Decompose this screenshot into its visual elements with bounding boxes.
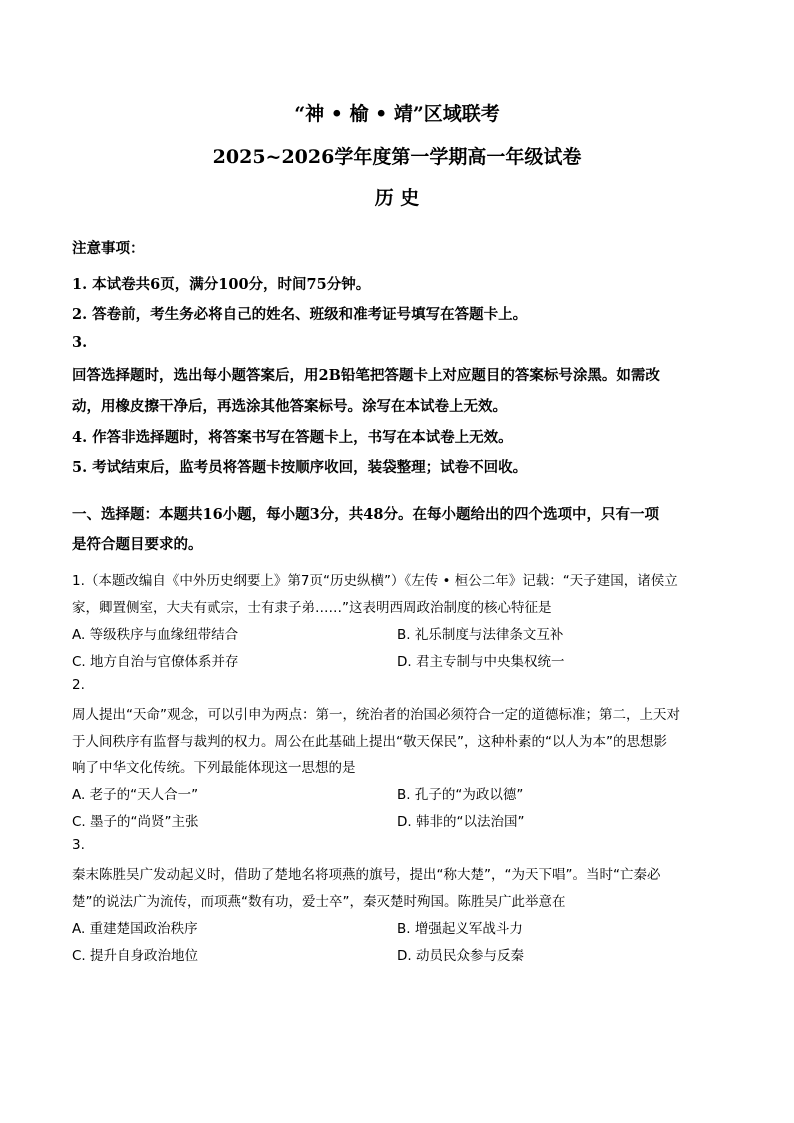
question-2-stem-line-1: 周人提出“天命”观念，可以引申为两点：第一，统治者的治国必须符合一定的道德标准；第二，上天对 xyxy=(72,707,680,723)
question-2-option-a: A. 老子的“天人合一” xyxy=(72,787,199,803)
question-1-option-d: D. 君主专制与中央集权统一 xyxy=(397,654,565,670)
question-3-option-c: C. 提升自身政治地位 xyxy=(72,948,199,964)
notice-item-2: 2. 答卷前，考生务必将自己的姓名、班级和准考证号填写在答题卡上。 xyxy=(72,306,528,323)
question-1-stem-line-1: 1.（本题改编自《中外历史纲要上》第7页“历史纵横”）《左传 • 桓公二年》记载：“天子建国，诸侯立 xyxy=(72,573,678,589)
question-3-stem-line-1: 秦末陈胜吴广发动起义时，借助了楚地名将项燕的旗号，提出“称大楚”，“为天下唱”。当时“亡秦必 xyxy=(72,867,661,883)
question-1-option-b: B. 礼乐制度与法律条文互补 xyxy=(397,627,564,643)
question-1-stem-line-2: 家，卿置侧室，大夫有贰宗，士有隶子弟……”这表明西周政治制度的核心特征是 xyxy=(72,600,552,616)
notice-item-3-number: 3. xyxy=(72,334,88,351)
notice-item-1: 1. 本试卷共6页，满分100分，时间75分钟。 xyxy=(72,276,371,293)
exam-term-title: 2025~2026学年度第一学期高一年级试卷 xyxy=(212,146,582,168)
notice-item-3-line-2: 动，用橡皮擦干净后，再选涂其他答案标号。涂写在本试卷上无效。 xyxy=(72,398,507,415)
question-1-option-c: C. 地方自治与官僚体系并存 xyxy=(72,654,239,670)
section-1-heading-line-1: 一、选择题：本题共16小题，每小题3分，共48分。在每小题给出的四个选项中，只有一项 xyxy=(72,506,659,523)
question-2-option-c: C. 墨子的“尚贤”主张 xyxy=(72,814,199,830)
question-3-option-d: D. 动员民众参与反秦 xyxy=(397,948,524,964)
question-1-option-a: A. 等级秩序与血缘纽带结合 xyxy=(72,627,239,643)
question-2-number: 2. xyxy=(72,677,85,693)
question-3-option-a: A. 重建楚国政治秩序 xyxy=(72,921,198,937)
question-3-stem-line-2: 楚”的说法广为流传，而项燕“数有功，爱士卒”，秦灭楚时殉国。陈胜吴广此举意在 xyxy=(72,894,566,910)
question-2-stem-line-2: 于人间秩序有监督与裁判的权力。周公在此基础上提出“敬天保民”，这种朴素的“以人为本”的思想影 xyxy=(72,734,667,750)
question-2-stem-line-3: 响了中华文化传统。下列最能体现这一思想的是 xyxy=(72,760,356,776)
notice-item-5: 5. 考试结束后，监考员将答题卡按顺序收回，装袋整理；试卷不回收。 xyxy=(72,459,528,476)
notice-heading: 注意事项： xyxy=(72,240,145,257)
notice-item-4: 4. 作答非选择题时，将答案书写在答题卡上，书写在本试卷上无效。 xyxy=(72,429,513,446)
notice-item-3-line-1: 回答选择题时，选出每小题答案后，用2B铅笔把答题卡上对应题目的答案标号涂黑。如需改 xyxy=(72,367,660,384)
question-2-option-b: B. 孔子的“为政以德” xyxy=(397,787,524,803)
question-3-option-b: B. 增强起义军战斗力 xyxy=(397,921,523,937)
exam-region-title: “神 • 榆 • 靖”区域联考 xyxy=(294,103,500,125)
exam-subject-title: 历 史 xyxy=(374,187,420,209)
question-2-option-d: D. 韩非的“以法治国” xyxy=(397,814,525,830)
question-3-number: 3. xyxy=(72,837,85,853)
section-1-heading-line-2: 是符合题目要求的。 xyxy=(72,536,203,553)
